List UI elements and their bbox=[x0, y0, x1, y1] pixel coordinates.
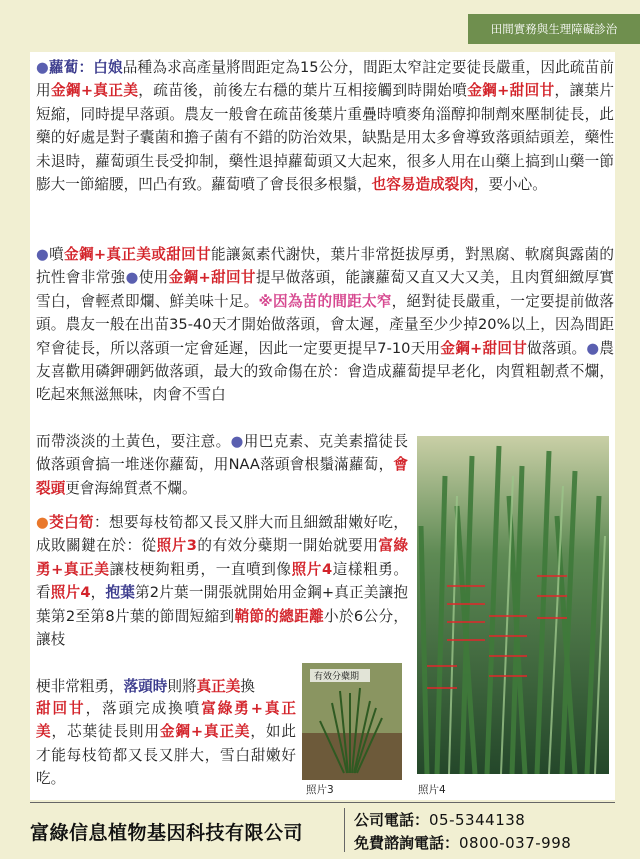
text-run: ● bbox=[36, 59, 49, 76]
text-run: 讓枝梗夠粗勇，一直噴到像 bbox=[109, 560, 292, 578]
text-run: 這樣粗勇。看 bbox=[36, 560, 408, 602]
photo-4-image bbox=[417, 436, 609, 774]
text-run: 品種為求高產量將間距定為15公分，間距太窄註定要徒長嚴重，因此疏苗前用 bbox=[36, 59, 614, 100]
text-run: 而帶淡淡的土黃色，要注意。 bbox=[36, 433, 231, 450]
water-bamboo-seedling-illustration bbox=[302, 663, 402, 780]
free-phone-label: 免費諮詢電話： bbox=[354, 834, 460, 852]
photo-4-caption: 照片4 bbox=[418, 784, 446, 796]
water-bamboo-stems-illustration bbox=[417, 436, 609, 774]
text-run: 梗非常粗勇， bbox=[36, 678, 124, 695]
text-run: 提早做落頭，能讓蘿蔔又直又大又美，且肉質細緻厚實雪白，會輕煮即爛、鮮美味十足。 bbox=[36, 269, 614, 310]
paragraph-radish-spacing bbox=[36, 56, 614, 196]
photo-3-caption: 照片3 bbox=[306, 784, 334, 796]
text-run: 小於6公分，讓枝 bbox=[36, 607, 408, 649]
text-run: 第2片葉一開張就開始用金鋼+真正美讓抱葉第2至第8片葉的節間短縮到 bbox=[36, 584, 408, 625]
text-run: ● bbox=[230, 433, 244, 450]
paragraph-water-bamboo-end bbox=[36, 697, 296, 791]
text-run: 則將 bbox=[167, 678, 197, 695]
text-run: 能讓氮素代謝快，葉片非常挺拔厚勇，對黑腐、軟腐與露菌的抗性會非常強 bbox=[36, 246, 614, 287]
text-run: ，絕對徒長嚴重，一定要提前做落頭。農友一般在出苗35-40天才開始做落頭，會太遲，產量至少少掉20%以上，因為間距窄會徒長，所以落頭一定會延遲，因此一定要更提早7-10天用 bbox=[36, 292, 614, 357]
text-run: 真正美 bbox=[196, 678, 241, 695]
paragraph-radish-warning bbox=[36, 430, 408, 500]
text-run: 抱葉 bbox=[105, 584, 136, 602]
text-run: 噴 bbox=[49, 246, 65, 263]
section-tab: 田間實務與生理障礙診治 bbox=[468, 14, 640, 44]
text-run: 金鋼+真正美 bbox=[159, 723, 251, 741]
text-run: 蘿蔔：白娘 bbox=[48, 59, 123, 76]
text-run: ：想要每枝筍都又長又胖大而且細緻甜嫩好吃，成敗關鍵在於：從 bbox=[36, 514, 408, 555]
text-run: 照片4 bbox=[50, 584, 91, 602]
text-run: 也容易造成裂肉 bbox=[371, 176, 474, 194]
text-run: 會裂頭 bbox=[36, 456, 408, 497]
company-phone-number: 05-5344138 bbox=[429, 811, 526, 829]
text-run: 金鋼+真正美或甜回甘 bbox=[64, 246, 212, 263]
text-run: 鞘節的總距離 bbox=[234, 607, 325, 625]
text-run: 金鋼+甜回甘 bbox=[168, 269, 256, 287]
text-run: 金鋼+甜回甘 bbox=[467, 82, 555, 100]
text-run: ，如此才能每枝筍都又長又胖大，雪白甜嫩好吃。 bbox=[36, 723, 296, 788]
text-run: ● bbox=[36, 514, 50, 531]
text-run: 的有效分蘗期一開始就要用 bbox=[196, 537, 379, 555]
text-run: 做落頭。 bbox=[527, 339, 587, 357]
paragraph-water-bamboo bbox=[36, 511, 408, 651]
text-run: ● bbox=[125, 269, 139, 287]
company-phone-label: 公司電話： bbox=[354, 811, 430, 829]
text-run: ，讓葉片短縮，同時提早落頭。農友一般會在疏苗後葉片重疊時噴麥角淄醇抑制劑來壓制徒長，此藥的好處是對子囊菌和擔子菌有不錯的防治效果，缺點是用太多會導致落頭結頭差，藥性未退時，蘿蔔頭生長受抑制，藥性退掉蘿蔔頭又大起來，很多人用在山藥上搞到山藥一節膨大一節縮腰，凹凸有致。蘿蔔噴了會長很多根鬚， bbox=[36, 82, 614, 194]
free-phone-line bbox=[354, 832, 571, 853]
text-run: ， bbox=[90, 584, 106, 602]
photo-3-image bbox=[302, 663, 402, 780]
text-run: 金鋼+真正美 bbox=[50, 82, 139, 100]
text-run: 更會海綿質煮不爛。 bbox=[65, 479, 197, 497]
text-run: ，落頭完成換噴 bbox=[85, 700, 202, 717]
text-run: 茭白筍 bbox=[49, 514, 95, 531]
text-run: ，要小心。 bbox=[473, 176, 547, 194]
text-run: 甜回甘 bbox=[36, 700, 86, 717]
text-run: ，芯葉徒長則用 bbox=[51, 723, 160, 741]
text-run: 用巴克素、克美素擋徒長做落頭會搞一堆迷你蘿蔔，用NAA落頭會根鬚滿蘿蔔， bbox=[36, 433, 408, 474]
free-phone-number: 0800-037-998 bbox=[459, 834, 572, 852]
text-run: 照片3 bbox=[156, 537, 197, 555]
paragraph-water-bamboo-cont bbox=[36, 675, 296, 698]
text-run: ※因為苗的間距太窄 bbox=[258, 292, 392, 310]
footer-rule bbox=[30, 802, 615, 803]
photo-3-label: 有效分蘗期 bbox=[314, 672, 360, 682]
text-run: 農友喜歡用磷鉀硼鈣做落頭，最大的致命傷在於：會造成蘿蔔提早老化，肉質粗韌煮不爛，吃起來無滋無味，肉會不雪白 bbox=[36, 339, 614, 404]
text-run: 富綠勇+真正美 bbox=[36, 700, 296, 741]
text-run: 富綠勇+真正美 bbox=[36, 537, 408, 578]
text-run: 使用 bbox=[138, 269, 169, 287]
company-name: 富綠信息植物基因科技有限公司 bbox=[30, 822, 304, 844]
text-run: 換 bbox=[240, 678, 255, 695]
footer-divider bbox=[344, 808, 345, 852]
paragraph-radish-treatment bbox=[36, 243, 614, 407]
text-run: ，疏苗後，前後左右穩的葉片互相接觸到時開始噴 bbox=[138, 82, 468, 100]
text-run: ● bbox=[586, 339, 600, 357]
text-run: ● bbox=[36, 246, 50, 263]
text-run: 照片4 bbox=[291, 560, 333, 578]
text-run: 金鋼+甜回甘 bbox=[440, 339, 528, 357]
text-run: 落頭時 bbox=[123, 678, 168, 695]
company-phone-line bbox=[354, 809, 525, 830]
